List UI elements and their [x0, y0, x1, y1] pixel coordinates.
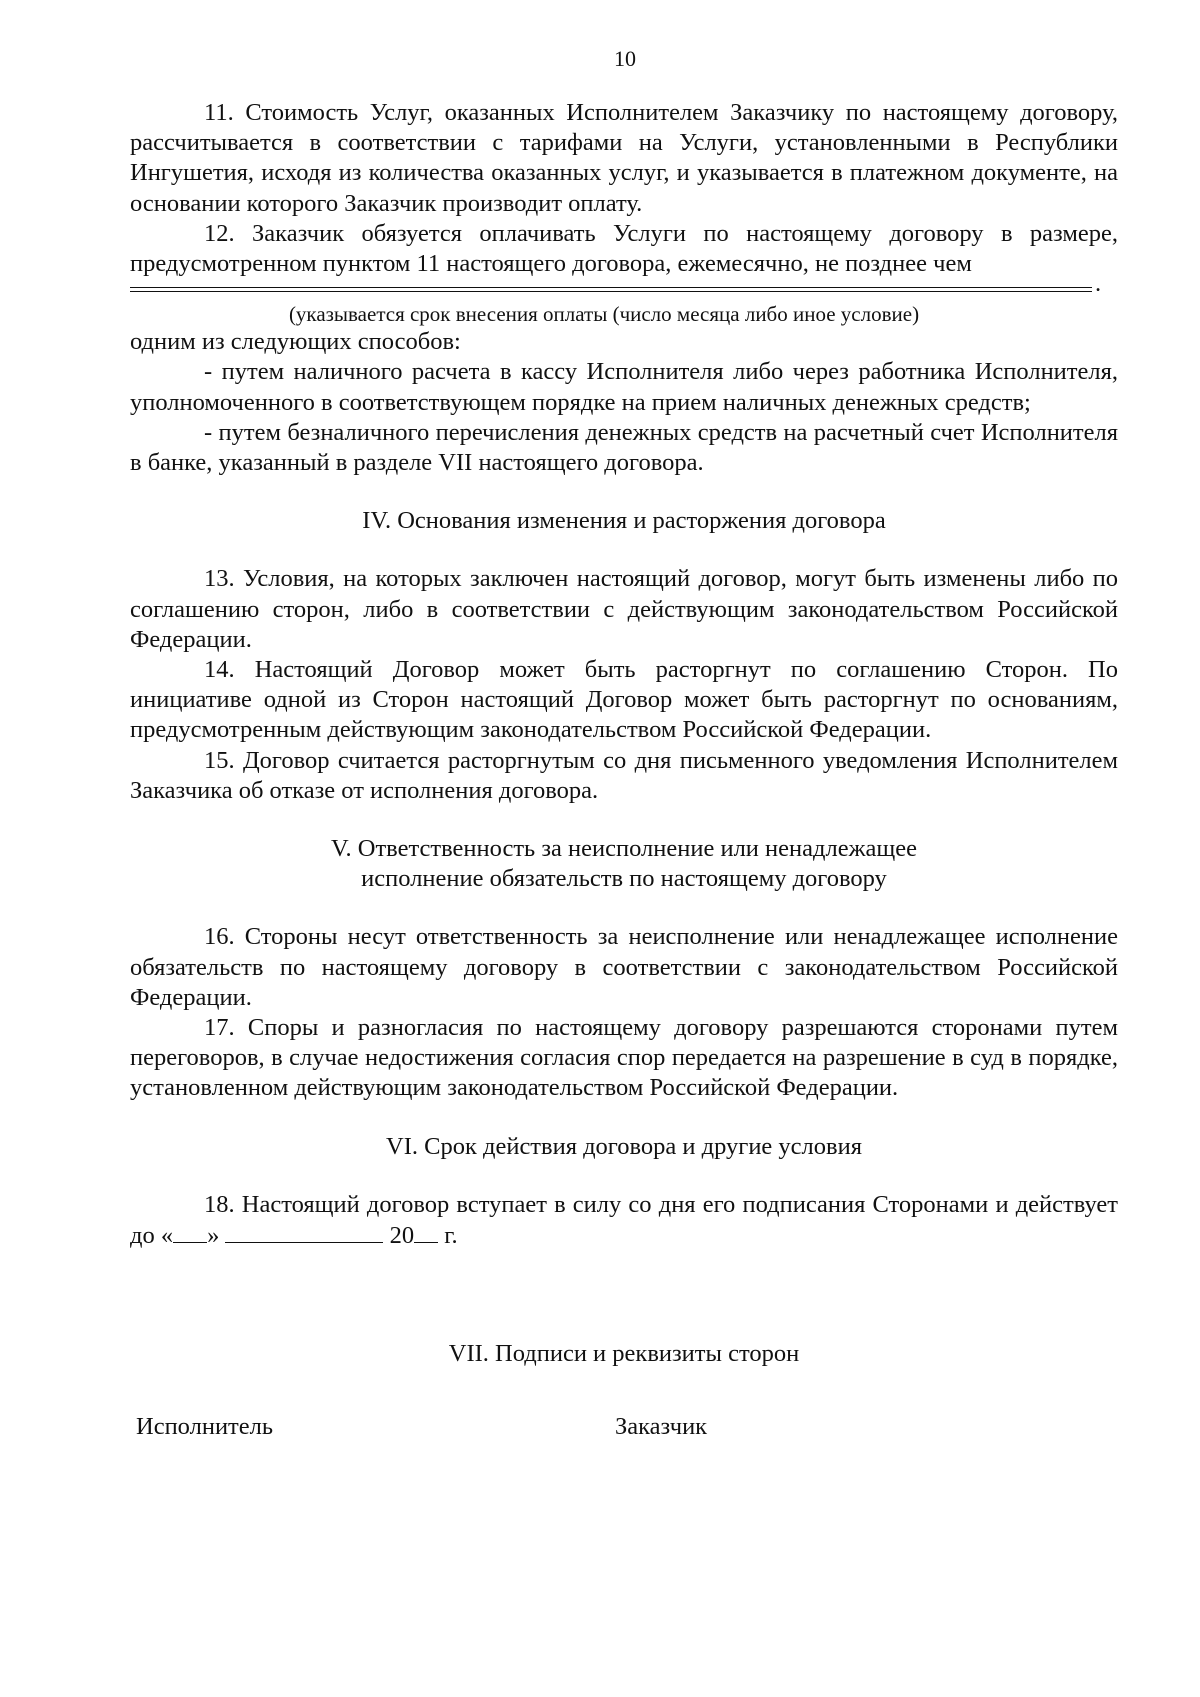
clause-15: 15. Договор считается расторгнутым со дня письменного уведомления Исполнителем Заказчика об отказе от исполнения договора. [130, 746, 1118, 804]
clause-14: 14. Настоящий Договор может быть расторгнут по соглашению Сторон. По инициативе одной из Сторон настоящий Договор может быть расторгнут по основаниям, предусмотренным действующим законодательством Российской Федерации. [130, 656, 1118, 744]
section-iv-heading: IV. Основания изменения и расторжения договора [362, 507, 886, 535]
month-blank [225, 1220, 383, 1243]
page-number: 10 [614, 46, 636, 71]
section-vi-heading: VI. Срок действия договора и другие условия [386, 1132, 862, 1160]
payment-term-blank [130, 270, 1118, 301]
payment-option-cash: - путем наличного расчета в кассу Исполнителя либо через работника Исполнителя, уполномоченного в соответствующем порядке на прием наличных денежных средств; [130, 358, 1118, 416]
clause-12-continuation: одним из следующих способов: [130, 328, 461, 356]
clause-18-quote-close: » [207, 1222, 220, 1250]
document-body [130, 98, 1118, 1444]
blank-end-mark: . [1095, 270, 1102, 298]
executor-label: Исполнитель [136, 1412, 274, 1440]
customer-label: Заказчик [615, 1412, 708, 1440]
signatures-row [130, 1412, 1118, 1444]
clause-12: 12. Заказчик обязуется оплачивать Услуги по настоящему договору в размере, предусмотренном пунктом 11 настоящего договора, ежемесячно, не позднее чем [130, 219, 1118, 278]
year-blank [414, 1220, 438, 1243]
day-blank [173, 1220, 207, 1243]
year-prefix: 20 [389, 1222, 415, 1250]
clause-11: 11. Стоимость Услуг, оказанных Исполнителем Заказчику по настоящему договору, рассчитывается в соответствии с тарифами на Услуги, установленными в Республики Ингушетия, исходя из количества оказанных услуг, и указывается в платежном документе, на основании которого Заказчик производит оплату. [130, 99, 1118, 217]
section-v-heading-line1: V. Ответственность за неисполнение или ненадлежащее [331, 835, 917, 863]
clause-18-text: 18. Настоящий договор вступает в силу со дня его подписания Сторонами и действует до « [130, 1190, 1118, 1250]
blank-underline-double [130, 291, 1092, 292]
payment-term-hint: (указывается срок внесения оплаты (число месяца либо иное условие) [288, 302, 920, 327]
section-v-heading-line2: исполнение обязательств по настоящему договору [361, 865, 887, 893]
clause-18 [130, 1190, 1118, 1251]
payment-option-transfer: - путем безналичного перечисления денежных средств на расчетный счет Исполнителя в банке, указанный в разделе VII настоящего договора. [130, 418, 1118, 477]
blank-underline [130, 287, 1092, 288]
clause-17: 17. Споры и разногласия по настоящему договору разрешаются сторонами путем переговоров, в случае недостижения согласия спор передается на разрешение в суд в порядке, установленном действующим законодательством Российской Федерации. [130, 1014, 1118, 1102]
year-suffix: г. [444, 1222, 458, 1250]
clause-13: 13. Условия, на которых заключен настоящий договор, могут быть изменены либо по соглашению сторон, либо в соответствии с действующим законодательством Российской Федерации. [130, 565, 1118, 653]
section-vii-heading: VII. Подписи и реквизиты сторон [448, 1340, 800, 1368]
clause-16: 16. Стороны несут ответственность за неисполнение или ненадлежащее исполнение обязательств по настоящему договору в соответствии с законодательством Российской Федерации. [130, 923, 1118, 1011]
